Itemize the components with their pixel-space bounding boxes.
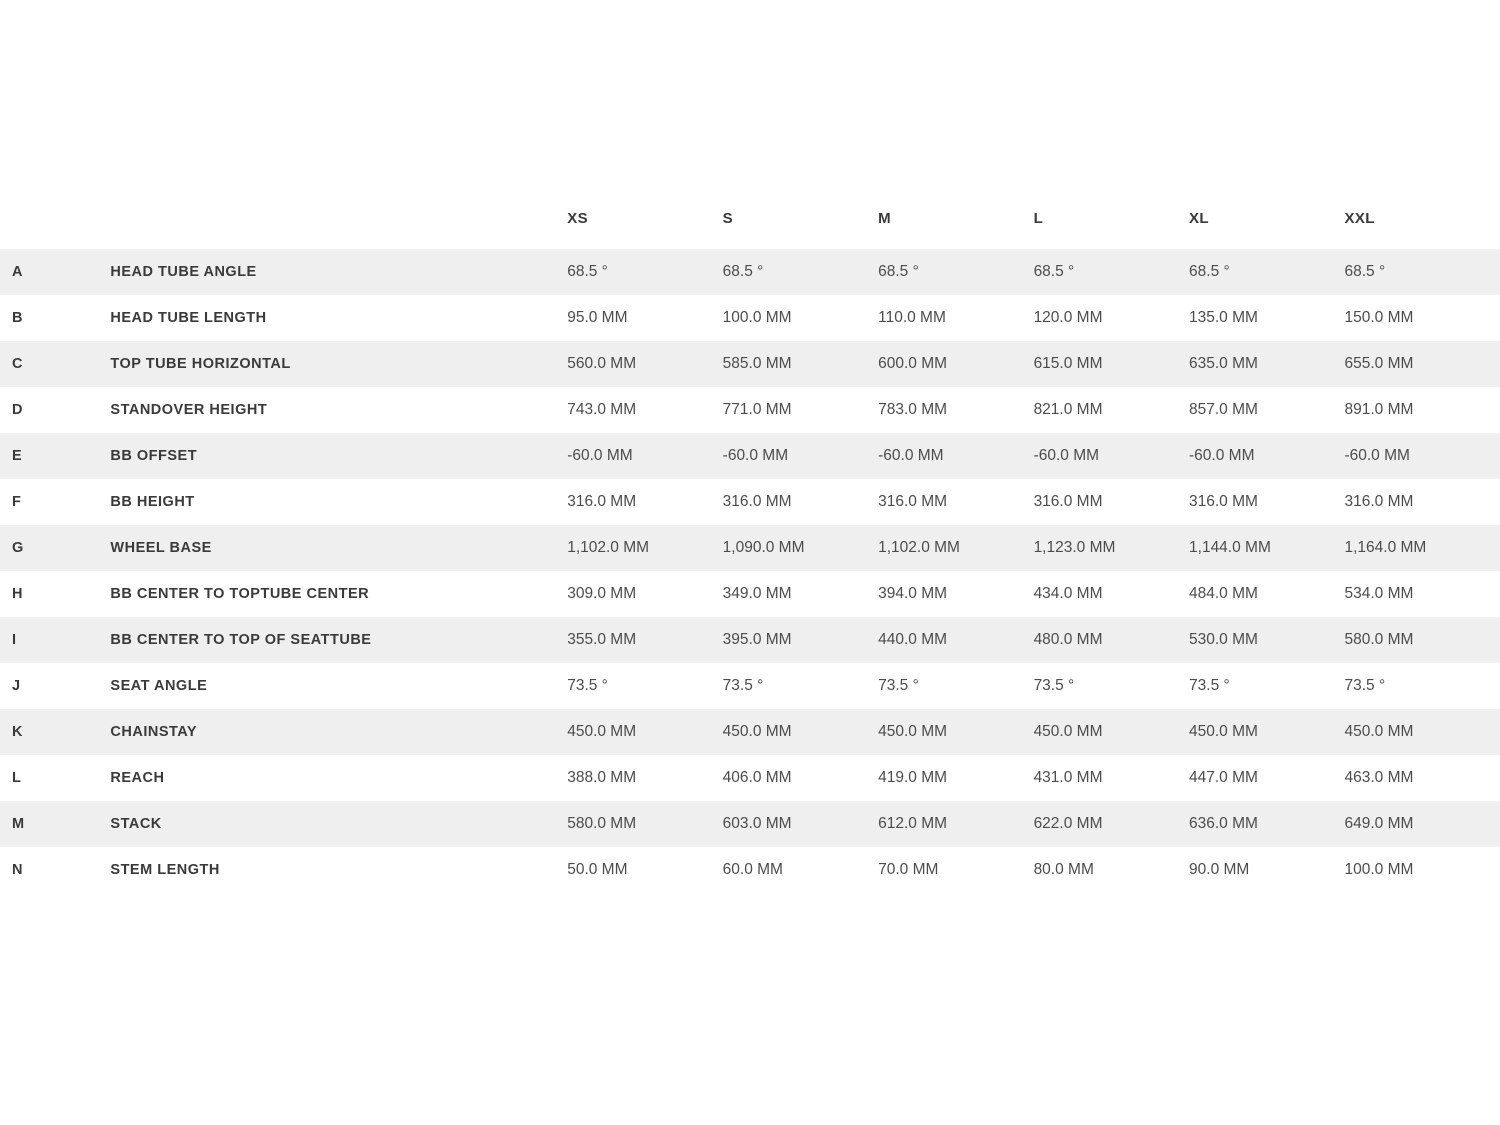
cell-l: 622.0 MM <box>1034 801 1189 847</box>
table-row <box>0 479 1500 525</box>
row-letter: C <box>0 341 50 387</box>
geometry-table-container <box>0 210 1500 893</box>
cell-xs: 355.0 MM <box>567 617 722 663</box>
cell-xl: 635.0 MM <box>1189 341 1344 387</box>
table-row <box>0 847 1500 893</box>
row-label: REACH <box>50 755 567 801</box>
cell-xl: -60.0 MM <box>1189 433 1344 479</box>
cell-s: 349.0 MM <box>723 571 878 617</box>
table-row <box>0 249 1500 295</box>
row-letter: K <box>0 709 50 755</box>
cell-xxl: 73.5 ° <box>1344 663 1500 709</box>
cell-xxl: 68.5 ° <box>1344 249 1500 295</box>
table-row <box>0 387 1500 433</box>
cell-l: 480.0 MM <box>1034 617 1189 663</box>
cell-xl: 447.0 MM <box>1189 755 1344 801</box>
cell-l: -60.0 MM <box>1034 433 1189 479</box>
cell-xs: -60.0 MM <box>567 433 722 479</box>
cell-s: 68.5 ° <box>723 249 878 295</box>
table-row <box>0 571 1500 617</box>
cell-xxl: 450.0 MM <box>1344 709 1500 755</box>
table-row <box>0 295 1500 341</box>
cell-xl: 857.0 MM <box>1189 387 1344 433</box>
cell-xl: 316.0 MM <box>1189 479 1344 525</box>
cell-xxl: 316.0 MM <box>1344 479 1500 525</box>
row-letter: E <box>0 433 50 479</box>
header-size-xxl: XXL <box>1344 210 1500 249</box>
cell-s: 406.0 MM <box>723 755 878 801</box>
cell-s: 395.0 MM <box>723 617 878 663</box>
cell-xl: 135.0 MM <box>1189 295 1344 341</box>
cell-xl: 1,144.0 MM <box>1189 525 1344 571</box>
table-row <box>0 617 1500 663</box>
geometry-table <box>0 210 1500 893</box>
cell-l: 434.0 MM <box>1034 571 1189 617</box>
header-size-xs: XS <box>567 210 722 249</box>
table-row <box>0 341 1500 387</box>
cell-xl: 90.0 MM <box>1189 847 1344 893</box>
cell-xl: 636.0 MM <box>1189 801 1344 847</box>
row-letter: M <box>0 801 50 847</box>
cell-xs: 743.0 MM <box>567 387 722 433</box>
row-label: SEAT ANGLE <box>50 663 567 709</box>
cell-s: 771.0 MM <box>723 387 878 433</box>
row-label: HEAD TUBE ANGLE <box>50 249 567 295</box>
table-row <box>0 709 1500 755</box>
cell-m: 419.0 MM <box>878 755 1033 801</box>
cell-s: 73.5 ° <box>723 663 878 709</box>
row-letter: J <box>0 663 50 709</box>
cell-xs: 388.0 MM <box>567 755 722 801</box>
table-body <box>0 249 1500 893</box>
cell-m: -60.0 MM <box>878 433 1033 479</box>
cell-m: 70.0 MM <box>878 847 1033 893</box>
row-label: STEM LENGTH <box>50 847 567 893</box>
cell-xxl: 1,164.0 MM <box>1344 525 1500 571</box>
table-row <box>0 755 1500 801</box>
cell-m: 394.0 MM <box>878 571 1033 617</box>
cell-xxl: 534.0 MM <box>1344 571 1500 617</box>
cell-l: 80.0 MM <box>1034 847 1189 893</box>
header-size-m: M <box>878 210 1033 249</box>
cell-xxl: 580.0 MM <box>1344 617 1500 663</box>
row-letter: G <box>0 525 50 571</box>
cell-xxl: 655.0 MM <box>1344 341 1500 387</box>
cell-s: 450.0 MM <box>723 709 878 755</box>
cell-xs: 68.5 ° <box>567 249 722 295</box>
header-measurement <box>50 210 567 249</box>
cell-xs: 560.0 MM <box>567 341 722 387</box>
cell-xl: 484.0 MM <box>1189 571 1344 617</box>
cell-xl: 73.5 ° <box>1189 663 1344 709</box>
cell-s: 100.0 MM <box>723 295 878 341</box>
cell-xxl: 649.0 MM <box>1344 801 1500 847</box>
cell-m: 783.0 MM <box>878 387 1033 433</box>
row-label: STANDOVER HEIGHT <box>50 387 567 433</box>
cell-xs: 50.0 MM <box>567 847 722 893</box>
row-label: BB CENTER TO TOP OF SEATTUBE <box>50 617 567 663</box>
header-size-l: L <box>1034 210 1189 249</box>
cell-xxl: 100.0 MM <box>1344 847 1500 893</box>
table-row <box>0 801 1500 847</box>
row-letter: B <box>0 295 50 341</box>
row-label: BB OFFSET <box>50 433 567 479</box>
cell-l: 68.5 ° <box>1034 249 1189 295</box>
cell-m: 600.0 MM <box>878 341 1033 387</box>
cell-m: 110.0 MM <box>878 295 1033 341</box>
cell-s: 1,090.0 MM <box>723 525 878 571</box>
row-letter: L <box>0 755 50 801</box>
table-header <box>0 210 1500 249</box>
row-letter: H <box>0 571 50 617</box>
cell-l: 431.0 MM <box>1034 755 1189 801</box>
row-label: WHEEL BASE <box>50 525 567 571</box>
row-letter: A <box>0 249 50 295</box>
row-label: STACK <box>50 801 567 847</box>
row-label: BB HEIGHT <box>50 479 567 525</box>
cell-m: 73.5 ° <box>878 663 1033 709</box>
cell-m: 450.0 MM <box>878 709 1033 755</box>
cell-m: 440.0 MM <box>878 617 1033 663</box>
cell-xl: 530.0 MM <box>1189 617 1344 663</box>
row-letter: N <box>0 847 50 893</box>
cell-m: 68.5 ° <box>878 249 1033 295</box>
cell-l: 316.0 MM <box>1034 479 1189 525</box>
row-letter: F <box>0 479 50 525</box>
row-letter: D <box>0 387 50 433</box>
cell-l: 73.5 ° <box>1034 663 1189 709</box>
cell-xs: 1,102.0 MM <box>567 525 722 571</box>
cell-xxl: 891.0 MM <box>1344 387 1500 433</box>
cell-xs: 450.0 MM <box>567 709 722 755</box>
row-letter: I <box>0 617 50 663</box>
cell-l: 821.0 MM <box>1034 387 1189 433</box>
cell-s: 603.0 MM <box>723 801 878 847</box>
cell-xxl: 463.0 MM <box>1344 755 1500 801</box>
cell-l: 120.0 MM <box>1034 295 1189 341</box>
row-label: CHAINSTAY <box>50 709 567 755</box>
cell-s: 585.0 MM <box>723 341 878 387</box>
cell-xxl: -60.0 MM <box>1344 433 1500 479</box>
header-size-s: S <box>723 210 878 249</box>
cell-xs: 73.5 ° <box>567 663 722 709</box>
cell-xs: 95.0 MM <box>567 295 722 341</box>
header-letter <box>0 210 50 249</box>
cell-s: -60.0 MM <box>723 433 878 479</box>
row-label: TOP TUBE HORIZONTAL <box>50 341 567 387</box>
cell-m: 1,102.0 MM <box>878 525 1033 571</box>
row-label: BB CENTER TO TOPTUBE CENTER <box>50 571 567 617</box>
cell-xs: 580.0 MM <box>567 801 722 847</box>
cell-s: 60.0 MM <box>723 847 878 893</box>
cell-xs: 309.0 MM <box>567 571 722 617</box>
cell-xl: 450.0 MM <box>1189 709 1344 755</box>
header-size-xl: XL <box>1189 210 1344 249</box>
cell-l: 1,123.0 MM <box>1034 525 1189 571</box>
table-row <box>0 433 1500 479</box>
cell-m: 316.0 MM <box>878 479 1033 525</box>
table-row <box>0 525 1500 571</box>
cell-s: 316.0 MM <box>723 479 878 525</box>
cell-l: 450.0 MM <box>1034 709 1189 755</box>
row-label: HEAD TUBE LENGTH <box>50 295 567 341</box>
cell-xl: 68.5 ° <box>1189 249 1344 295</box>
table-row <box>0 663 1500 709</box>
cell-m: 612.0 MM <box>878 801 1033 847</box>
header-row <box>0 210 1500 249</box>
cell-xxl: 150.0 MM <box>1344 295 1500 341</box>
cell-l: 615.0 MM <box>1034 341 1189 387</box>
cell-xs: 316.0 MM <box>567 479 722 525</box>
